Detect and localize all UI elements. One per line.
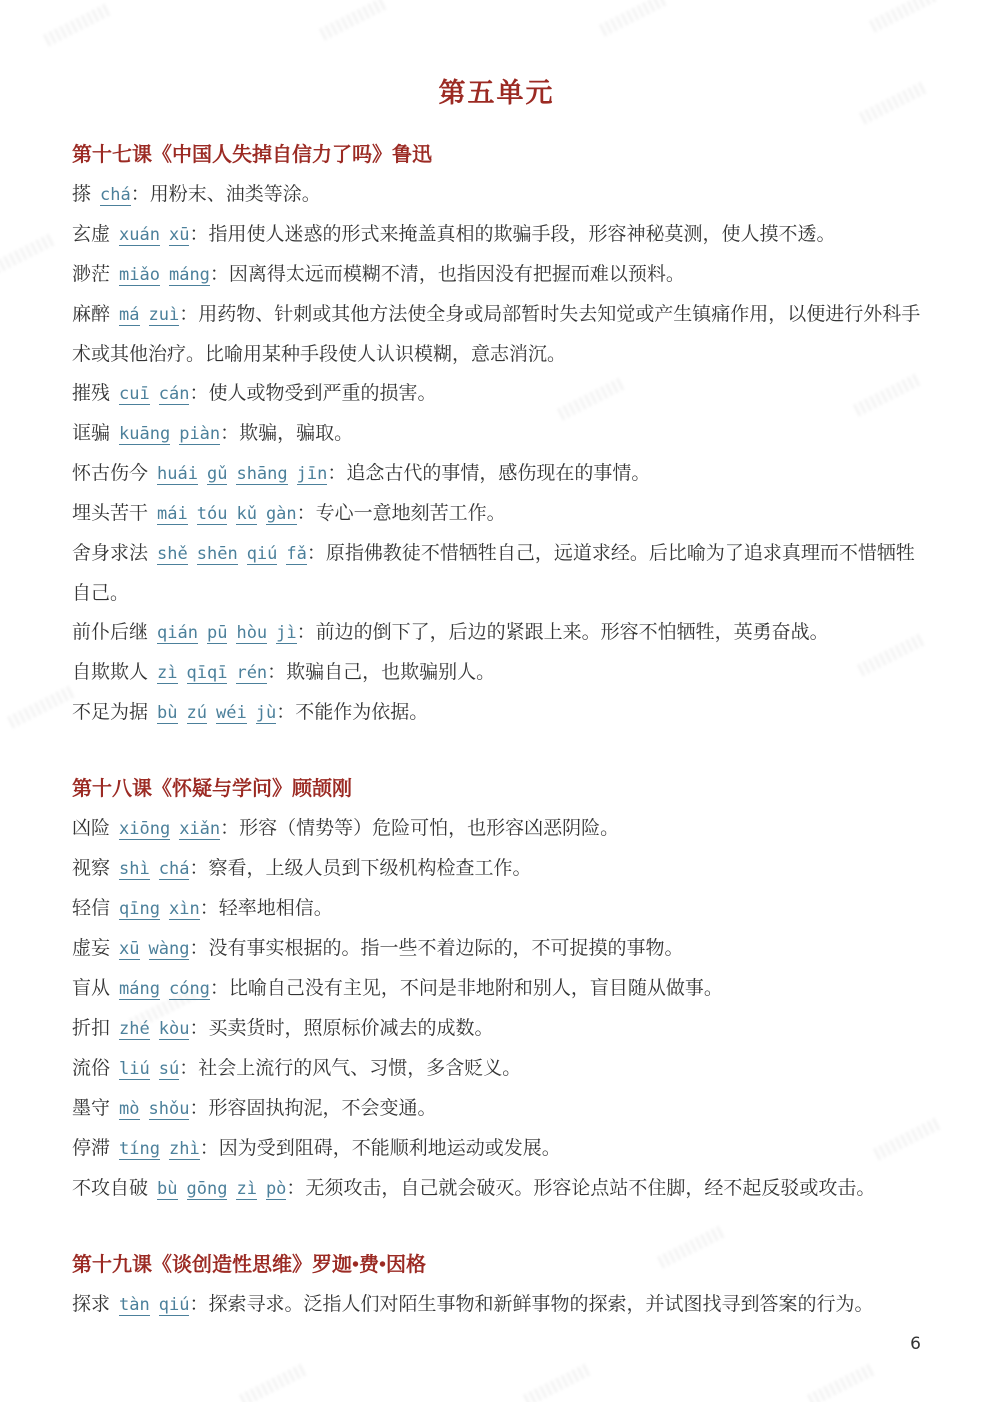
entry-definition: ：用药物、针刺或其他方法使全身或局部暂时失去知觉或产生镇痛作用，以便进行外科手术或其他治疗。比喻用某种手段使人认识模糊，意志消沉。 [72,304,921,365]
entry-pinyin-syllable: tíng [119,1139,160,1159]
entry-pinyin-syllable: miǎo [119,265,160,285]
entry-pinyin-syllable: shě [157,544,188,564]
entry-definition: ：探索寻求。泛指人们对陌生事物和新鲜事物的探索，并试图找寻到答案的行为。 [189,1294,874,1315]
vocab-entry [72,849,921,889]
entry-pinyin-syllable: cóng [168,979,210,999]
entry-pinyin-syllable: tàn [119,1295,150,1315]
entry-definition: ：比喻自己没有主见，不问是非地附和别人，盲目随从做事。 [209,978,723,999]
vocab-entry [72,969,921,1009]
vocab-entry [72,1129,921,1169]
vocab-entry [72,1285,921,1325]
entry-definition: ：专心一意地刻苦工作。 [296,503,506,524]
entry-pinyin-syllable: kǔ [236,504,257,524]
entry-pinyin-syllable: wàng [148,939,190,959]
entry-pinyin-syllable: shēn [196,544,238,564]
entry-definition: ：欺骗自己，也欺骗别人。 [267,662,496,683]
watermark [239,1362,309,1402]
entry-pinyin-syllable: pū [206,623,228,643]
entry-pinyin-syllable: xū [168,225,190,245]
vocab-entry [72,1089,921,1129]
entry-pinyin-syllable: qiú [246,544,278,564]
entry-word: 搽 [72,184,92,205]
watermark [807,1362,877,1402]
vocab-entry [72,1049,921,1089]
entry-definition: ：欺骗，骗取。 [220,423,354,444]
entry-pinyin-syllable: liú [119,1059,150,1079]
watermark [523,1362,593,1402]
entry-pinyin-syllable: xiǎn [179,819,221,839]
entry-word: 自欺欺人 [72,662,149,683]
entry-pinyin-syllable: máng [119,979,160,999]
page-number: 6 [910,1334,921,1354]
lesson-heading: 第十七课《中国人失掉自信力了吗》鲁迅 [72,144,432,166]
entry-word: 埋头苦干 [72,503,149,524]
vocab-entry [72,255,921,295]
entry-pinyin-syllable: cán [158,384,190,404]
entry-word: 探求 [72,1294,111,1315]
vocab-entry [72,1169,921,1209]
entry-pinyin-syllable: sú [158,1059,180,1079]
vocab-entry [72,454,921,494]
entry-pinyin-syllable: chá [100,185,131,205]
vocab-entry [72,1009,921,1049]
entry-word: 不攻自破 [72,1178,149,1199]
sections-container [72,136,921,1325]
entry-pinyin-syllable: shì [119,859,150,879]
entry-pinyin-syllable: xuán [119,225,160,245]
vocab-entry [72,494,921,534]
entry-definition: ：无须攻击，自己就会破灭。形容论点站不住脚，经不起反驳或攻击。 [286,1178,876,1199]
vocab-entry [72,175,921,215]
entry-definition: ：形容固执拘泥，不会变通。 [189,1098,437,1119]
entry-word: 渺茫 [72,264,111,285]
entry-word: 折扣 [72,1018,111,1039]
entry-word: 诓骗 [72,423,111,444]
entry-definition: ：察看，上级人员到下级机构检查工作。 [189,858,532,879]
entry-definition: ：指用使人迷惑的形式来掩盖真相的欺骗手段，形容神秘莫测，使人摸不透。 [189,224,836,245]
entry-word: 墨守 [72,1098,111,1119]
vocab-entry [72,889,921,929]
entry-word: 轻信 [72,898,111,919]
vocab-entry [72,295,921,374]
entry-pinyin-syllable: xìn [168,899,200,919]
entry-word: 麻醉 [72,304,111,325]
entry-definition: ：没有事实根据的。指一些不着边际的，不可捉摸的事物。 [189,938,684,959]
entry-pinyin-syllable: qīng [119,899,160,919]
entry-pinyin-syllable: qīqī [186,663,228,683]
entry-pinyin-syllable: zì [236,1179,257,1199]
vocab-entry [72,809,921,849]
entry-pinyin-syllable: má [119,305,140,325]
vocab-entry [72,929,921,969]
entry-pinyin-syllable: rén [236,663,268,683]
vocab-entry [72,414,921,454]
entry-pinyin-syllable: bù [157,703,178,723]
entry-word: 怀古伤今 [72,463,149,484]
entry-definition: ：轻率地相信。 [199,898,333,919]
entry-pinyin-syllable: gōng [186,1179,228,1199]
entry-definition: ：买卖货时，照原标价减去的成数。 [189,1018,494,1039]
entry-pinyin-syllable: zì [157,663,178,683]
entry-word: 视察 [72,858,111,879]
lesson-section [72,136,921,733]
entry-definition: ：因离得太远而模糊不清，也指因没有把握而难以预料。 [209,264,685,285]
entry-definition: ：不能作为依据。 [276,702,429,723]
entry-word: 流俗 [72,1058,111,1079]
entry-pinyin-syllable: mò [119,1099,140,1119]
entry-word: 玄虚 [72,224,111,245]
entry-definition: ：前边的倒下了，后边的紧跟上来。形容不怕牺牲，英勇奋战。 [296,622,829,643]
entry-pinyin-syllable: shāng [236,464,288,484]
entry-pinyin-syllable: shǒu [148,1099,190,1119]
entry-pinyin-syllable: qiú [158,1295,190,1315]
entry-pinyin-syllable: zhì [168,1139,200,1159]
lesson-heading: 第十九课《谈创造性思维》罗迦•费•因格 [72,1254,427,1276]
entry-word: 不足为据 [72,702,149,723]
lesson-section [72,1246,921,1325]
vocab-entry [72,534,921,613]
vocab-entry [72,613,921,653]
entry-pinyin-syllable: jù [255,703,277,723]
entry-pinyin-syllable: xū [119,939,140,959]
entry-pinyin-syllable: mái [157,504,188,524]
entry-pinyin-syllable: zhé [119,1019,150,1039]
entry-pinyin-syllable: piàn [179,424,221,444]
entry-word: 盲从 [72,978,111,999]
entry-pinyin-syllable: huái [157,464,198,484]
entry-pinyin-syllable: bù [157,1179,178,1199]
entry-word: 前仆后继 [72,622,149,643]
entry-pinyin-syllable: zú [186,703,207,723]
vocab-entry [72,653,921,693]
vocab-entry [72,215,921,255]
entry-definition: ：因为受到阻碍，不能顺利地运动或发展。 [199,1138,561,1159]
entry-definition: ：形容（情势等）危险可怕，也形容凶恶阴险。 [220,818,620,839]
entry-definition: ：追念古代的事情，感伤现在的事情。 [327,463,651,484]
entry-pinyin-syllable: fǎ [286,544,307,564]
entry-word: 凶险 [72,818,111,839]
page-content [72,0,921,1325]
entry-pinyin-syllable: jì [276,623,297,643]
entry-pinyin-syllable: máng [168,265,210,285]
entry-word: 摧残 [72,383,111,404]
entry-pinyin-syllable: gǔ [206,464,228,484]
entry-word: 舍身求法 [72,543,149,564]
entry-pinyin-syllable: jīn [296,464,328,484]
watermark [7,684,77,728]
entry-definition: ：使人或物受到严重的损害。 [189,383,437,404]
entry-word: 虚妄 [72,938,111,959]
entry-definition: ：社会上流行的风气、习惯，多含贬义。 [179,1058,522,1079]
watermark [0,232,57,276]
entry-definition: ：原指佛教徒不惜牺牲自己，远道求经。后比喻为了追求真理而不惜牺牲自己。 [72,543,915,604]
entry-pinyin-syllable: gàn [265,504,297,524]
lesson-heading: 第十八课《怀疑与学问》顾颉刚 [72,778,352,800]
entry-pinyin-syllable: kuāng [119,424,171,444]
entry-pinyin-syllable: chá [158,859,190,879]
entry-word: 停滞 [72,1138,111,1159]
entry-pinyin-syllable: cuī [119,384,150,404]
entry-pinyin-syllable: wéi [215,703,247,723]
entry-pinyin-syllable: xiōng [119,819,171,839]
lesson-section [72,770,921,1209]
entry-definition: ：用粉末、油类等涂。 [130,184,321,205]
entry-pinyin-syllable: pò [265,1179,287,1199]
entry-pinyin-syllable: tóu [196,504,228,524]
vocab-entry [72,693,921,733]
vocab-entry [72,374,921,414]
entry-pinyin-syllable: kòu [158,1019,190,1039]
entry-pinyin-syllable: hòu [236,623,268,643]
entry-pinyin-syllable: zuì [148,305,180,325]
unit-title: 第五单元 [438,78,555,108]
entry-pinyin-syllable: qián [157,623,198,643]
